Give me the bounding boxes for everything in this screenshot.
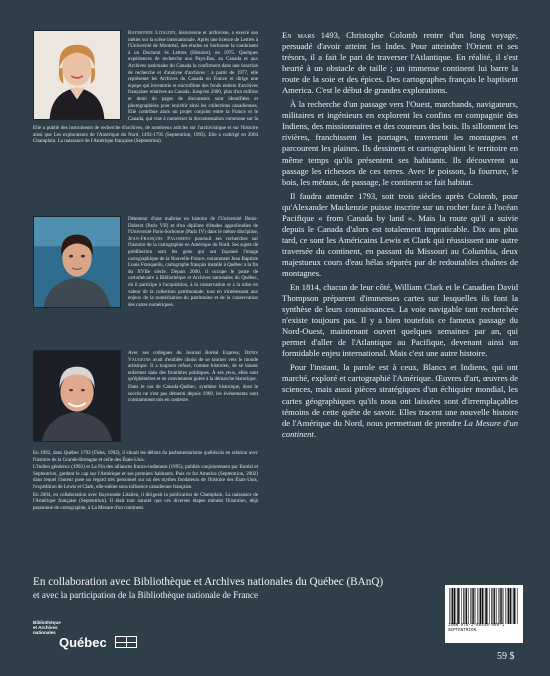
summary-paragraph: Il faudra attendre 1793, soit trois siècles après Colomb, pour qu'Alexander Mackenzie puisse inscrire sur un rocher face à l'océan Pacifique « from Canada by land ». Mais la route qu'il a suivie depuis le Canada d'alors est totalement impraticable. Dix ans plus tard, ce sont les Américains Lewis et Clark qui réussissent une autre traversée du continent, en passant du Missouri au Columbia, deux majestueux cours d'eau hélas séparés par de redoutables chaînes de montagnes. bbox=[282, 190, 518, 278]
banq-wordmark bbox=[33, 620, 83, 636]
bio-text: , historienne et archiviste, a exercé son métier sur la scène internationale. Après une licence de Lettres à l'Université de Montréal, des études en Sorbonne la conduisent à un Doctorat ès Lettres (Histoire), en 1975. Quelques expériences de recherche aux Pays-Bas, au Canada et aux Archives nationales du Canada la confirment dans une fonction de recherche et d'analyse d'archives : à partir de 1977, elle représente les Archives du Canada en France et dirige une équipe qui inventorie et microfilme des fonds entiers d'archives françaises relatives au Canada. Jusqu'en 2000, plus d'un million et demi de pages de documents sont identifiées et photographiées pour enrichir ainsi les collections canadiennes. Elle contribue alors un projet conjoint entre la France et le Canada, qui vise à numériser la documentation commune sur la bbox=[128, 30, 258, 122]
bio-text-publications: Elle a publié des instruments de recherche d'archives, de nombreux articles sur l'archivistique et sur l'histoire ainsi que Les explorateurs de l'Amérique du Nord, 1492-1795 (Septentrion, 1993). Elle a codirigé en 2004 Champlain. La naissance de l'Amérique française (Septentrion). bbox=[33, 125, 258, 145]
summary-paragraph: En 1814, chacun de leur côté, William Clark et le Canadien David Thompson préparent d'immenses cartes sur lesquelles ils font la synthèse de leurs connaissances. La voie navigable tant recherchée n'existe toujours pas. Il y a bien toutefois ce fameux passage du Nord-Ouest, maintenant ouvert quelques semaines par an, qui permet d'aller de l'Atlantique au Pacifique, devenant ainsi un formidable enjeu international. Mais c'est une autre histoire. bbox=[282, 282, 518, 359]
bio-intro: Avec ses collègues du Journal Boréal Express, bbox=[128, 350, 241, 356]
barcode-bars-icon bbox=[448, 588, 520, 624]
bio-author-name: Jean-François Palomino bbox=[128, 235, 191, 242]
collaboration-line-1: En collaboration avec Bibliothèque et Archives nationales du Québec (BAnQ) bbox=[33, 576, 384, 588]
bio-text: avait d'emblée choisi de se tourner vers le monde artistique. Il a toujours refusé, comme historien, de se laisser enfermer dans des frontières politiques. À ses yeux, elles sont qu'éphémères et ne conviennent guère à la démarche historique. bbox=[128, 356, 258, 383]
barcode-publisher: SEPTENTRION bbox=[448, 628, 477, 633]
banq-line-1: Bibliothèque bbox=[33, 620, 61, 625]
collaboration-line-2: et avec la participation de la Bibliothèque nationale de France bbox=[33, 590, 258, 600]
price-label: 59 $ bbox=[497, 651, 515, 662]
bio-author-name: Raymonde Litalien bbox=[128, 30, 176, 36]
bio-text: Dans le cas de Canada-Québec, synthèse historique, dont le succès ne s'est pas démenti depuis 1968, les événements sont constamment mis en contexte. bbox=[128, 383, 258, 404]
banq-quebec-logo bbox=[33, 620, 143, 656]
back-cover-summary bbox=[282, 30, 518, 640]
bio-text: L'Indien généreux (1992) et La Fin des alliances franco-indiennes (1995), publiés conjointement par Boréal et Septentrion, gardent le cap sur l'Amérique et ses premiers habitants. Puis ce fut America (Septentrion, 2002) dans lequel l'auteur pose un regard très personnel sur un des mythes fondateurs de l'histoire des États-Unis, l'expédition de Lewis et Clark, elle-même sous influence canadienne française. bbox=[33, 464, 258, 490]
isbn-number: ISBN 978-2-89448-505-1 bbox=[448, 624, 505, 628]
fleurdelise-flag-icon bbox=[115, 636, 137, 648]
bio-vaugeois-continued bbox=[33, 450, 258, 562]
bio-palomino bbox=[128, 216, 258, 331]
summary-paragraph: À la recherche d'un passage vers l'Ouest, marchands, navigateurs, militaires et ingénieurs en explorent les confins en compagnie des Indiens, des missionnaires et des coureurs des bois. Ils sillonnent les rivières, franchissent les portages, traversent les montagnes et parcourent les plaines. Ils dessinent et cartographient le territoire en même temps qu'ils présentent ses habitants. Ils découvrent au passage les richesses de ces terres. Avec le poisson, la fourrure, le bois, les métaux, de passage, le continent se fait habitat. bbox=[282, 99, 518, 187]
book-title: La Mesure d'un continent bbox=[282, 417, 518, 439]
summary-paragraph: Christophe Colomb rentre d'un long voyage, persuadé d'avoir atteint les Indes. Pour atteindre l'Orient et ses trésors, il a fait le pari de traverser l'Atlantique. En réalité, il s'est heurté à un obstacle de taille ; un immense continent lui barre la route de la soie et des épices. Des cartographes français le baptisent America. C'est le début de grandes explorations. bbox=[282, 30, 518, 96]
bio-litalien bbox=[128, 30, 258, 122]
quebec-wordmark: Québec bbox=[59, 635, 107, 650]
isbn-barcode bbox=[445, 585, 523, 643]
author-photo-raymonde-litalien bbox=[33, 30, 121, 120]
bio-litalien-continued bbox=[33, 125, 258, 193]
bio-text: En 2004, en collaboration avec Raymonde Litalien, il dirigeait la publication de Champlain. La naissance de l'Amérique française (Septentrion). Il était tout naturel que ces diverses étapes mènent l'historien, déjà passionné de cartographie, à La Mesure d'un continent. bbox=[33, 491, 258, 511]
summary-lead-in: En mars 1493, bbox=[282, 30, 340, 40]
author-photo-jean-francois-palomino bbox=[33, 216, 121, 308]
collaboration-credits bbox=[33, 575, 503, 601]
summary-end: . bbox=[313, 428, 316, 439]
summary-paragraph: Pour l'instant, la parole est à ceux, Blancs et Indiens, qui ont marché, exploré et cartographié l'Amérique. Œuvres d'art, œuvres de sciences, mais aussi pièces stratégiques d'un échiquier mondial, les cartes géographiques qu'ils nous ont laissées sont d'irremplaçables témoins de cette quête de savoir. Elles tracent une nouvelle histoire de l'Amérique du Nord, nous permettant de prendre bbox=[282, 362, 518, 428]
banq-line-2: et Archives bbox=[33, 625, 58, 631]
banq-line-3: nationales bbox=[33, 630, 56, 636]
bio-text: poursuit ses recherches sur l'histoire de la cartographie en Amérique du Nord. Ses sujets de prédilection sont les gens qui ont façonné l'image cartographique de la Nouvelle-France, notamment Jean Baptiste Louis Franquelin, cartographe français installé à Québec à la fin du XVIIe siècle. Depuis 2000, il occupe le poste de cartothécaire à Bibliothèque et Archives nationales du Québec, où il participe à l'acquisition, à la conservation et à la mise en valeur de la collection patrimoniale, tout en s'intéressant aux enjeux de la numérisation du patrimoine et de la conservation des cartes numériques. bbox=[128, 235, 258, 308]
bio-intro: Détenteur d'une maîtrise en histoire de l'Université Denis-Diderot (Paris VII) et d'un diplôme d'études approfondies de l'Université Paris-Sorbonne (Paris IV) dans le même discipline, bbox=[128, 216, 258, 236]
bio-vaugeois bbox=[128, 350, 258, 450]
author-photo-denis-vaugeois bbox=[33, 350, 121, 442]
bio-author-name: Denis Vaugeois bbox=[128, 350, 258, 363]
bio-text: En 1992, dans Québec 1792 (Fides, 1992), il situait les débuts du parlementarisme québécois en relation avec l'histoire de la Grande-Bretagne et celle des États-Unis. bbox=[33, 450, 258, 463]
